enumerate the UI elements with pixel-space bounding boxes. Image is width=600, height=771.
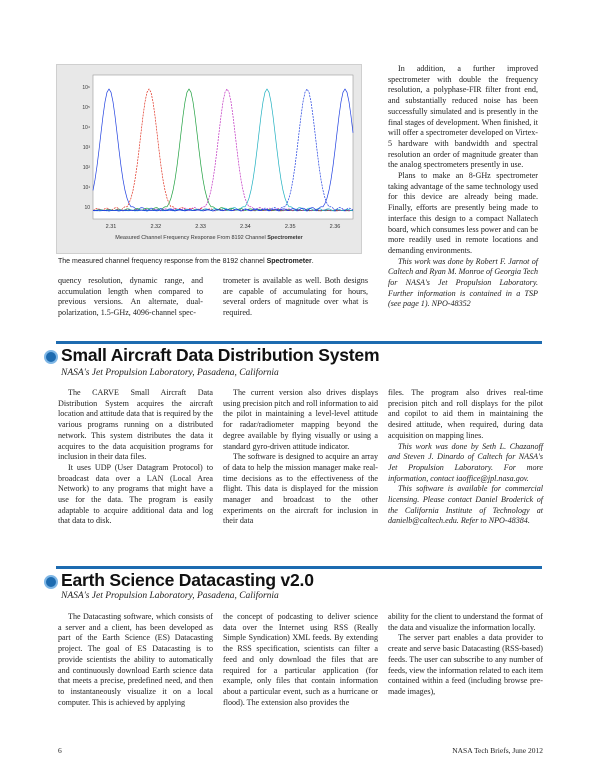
x-tick-label: 2.32 [150, 224, 162, 230]
section2-rule [56, 566, 542, 569]
x-tick-label: 2.35 [284, 224, 296, 230]
y-tick-label: 10⁴ [82, 125, 90, 131]
section-bullet-icon [44, 350, 58, 364]
x-tick-label: 2.31 [105, 224, 117, 230]
top-col3-text: In addition, a further improved spectrometer with double the frequency resolution, a polyphase-FIR filter front end, and substantially reduced noise has been successfully simulated and is presently in the final stages of development. When finished, it will offer a spectrometer developed on Virtex-5 hardware with bandwidth and spectral resolution an order of magnitude greater than the analog spectrometers presently in use. Plans to make an 8-GHz spectrometer taking advantage of the same technology used for this device are already being made. Finally, efforts are presently being made to interface this design to a compact Nallatech board, which consumes less power and can be more readily used in remote locations and demanding environments. This work was done by Robert F. Jarnot of Caltech and Ryan M. Monroe of Georgia Tech for NASA's Jet Propulsion Laboratory. Further information is contained in a TSP (see page 1). NPO-48352 [388, 64, 539, 309]
section2-col1: The Datacasting software, which consists of a server and a client, has been developed as part of the Earth Science (ES) Datacasting project. The goal of ES Datacasting is to provide scientists the ability to automatically and continuously download Earth science data that meets a precise, predefined need, and then to instantaneously visualize it on a local computer. This is achieved by applying [58, 612, 213, 707]
section1-col3: files. The program also drives real-time precision pitch and roll displays for the pilot and copilot to aid them in maintaining the desired attitude, when required, during data acquisition on mapping lines. This work was done by Seth L. Chazanoff and Steven J. Dinardo of Caltech for NASA's Jet Propulsion Laboratory. For more information, contact iaoffice@jpl.nasa.gov. This software is available for commercial licensing. Please contact Daniel Broderick of the California Institute of Technology at danielb@caltech.edu. Refer to NPO-48384. [388, 388, 543, 526]
y-tick-label: 10¹ [82, 185, 90, 191]
section1-col2: The current version also drives displays using precision pitch and roll information to aid the pilot in maintaining a level-level attitude for radar/radiometer mapping beyond the degree available by flying visually or using a standard gyro-driven attitude indicator. The software is designed to acquire an array of data to help the mission manager make real-time decisions as to the effectiveness of the flight. This data is displayed for the mission manager and broadcast to the other experiments on the aircraft for inclusion in their data [223, 388, 378, 526]
top-col1-text: quency resolution, dynamic range, and accumulation length when compared to previous versions. An alternate, dual-polarization, 1.5-GHz, 4096-channel spec- [58, 276, 203, 318]
y-tick-label: 10⁶ [82, 85, 90, 91]
section2-title: Earth Science Datacasting v2.0 [61, 570, 314, 590]
section2-col2: the concept of podcasting to deliver science data over the Internet using RSS (Really Simple Syndication) XML feeds. By extending the RSS specification, scientists can filter a feed and only download the files that are required for a particular application (for example, only files that contain information about a particular event, such as a hurricane or flood). The extension also provides the [223, 612, 378, 707]
section1-title: Small Aircraft Data Distribution System [61, 345, 380, 365]
section2-col3: ability for the client to understand the format of the data and visualize the information locally. The server part enables a data provider to create and serve basic Datacasting (RSS-based) feeds. The user can subscribe to any number of feeds, view the information related to each item contained within a feed (including browse pre-made images), [388, 612, 543, 696]
section2-subtitle: NASA's Jet Propulsion Laboratory, Pasadena, California [61, 591, 279, 601]
figure-caption: The measured channel frequency response from the 8192 channel Spectrometer. [58, 258, 314, 265]
section1-subtitle: NASA's Jet Propulsion Laboratory, Pasadena, California [61, 368, 279, 378]
publication-name: NASA Tech Briefs, June 2012 [452, 746, 543, 755]
y-tick-label: 10³ [82, 145, 90, 151]
y-tick-label: 10⁵ [82, 105, 90, 111]
x-tick-label: 2.36 [329, 224, 341, 230]
section1-col1: The CARVE Small Aircraft Data Distribution System acquires the aircraft location and attitude data that is required by the various programs running on a distributed network. This system distributes the data it acquires to the data acquisition programs for inclusion in their data files. It uses UDP (User Datagram Protocol) to broadcast data over a LAN (Local Area Network) to any programs that might have a use for the data. The program is easily adaptable to acquire additional data and log that data to disk. [58, 388, 213, 526]
frequency-response-plot [57, 65, 361, 253]
x-tick-label: 2.33 [195, 224, 206, 230]
section1-rule [56, 341, 542, 344]
top-col2-text: trometer is available as well. Both designs are capable of accumulating for hours, several orders of magnitude over what is required. [223, 276, 368, 318]
section-bullet-icon [44, 575, 58, 589]
figure-panel [56, 64, 362, 254]
x-tick-label: 2.34 [240, 224, 251, 230]
plot-inner-title: Measured Channel Frequency Response From 8192 Channel Spectrometer [115, 235, 303, 241]
page-number: 6 [58, 746, 62, 755]
y-tick-label: 10² [82, 165, 90, 171]
y-tick-label: 10 [84, 205, 90, 211]
